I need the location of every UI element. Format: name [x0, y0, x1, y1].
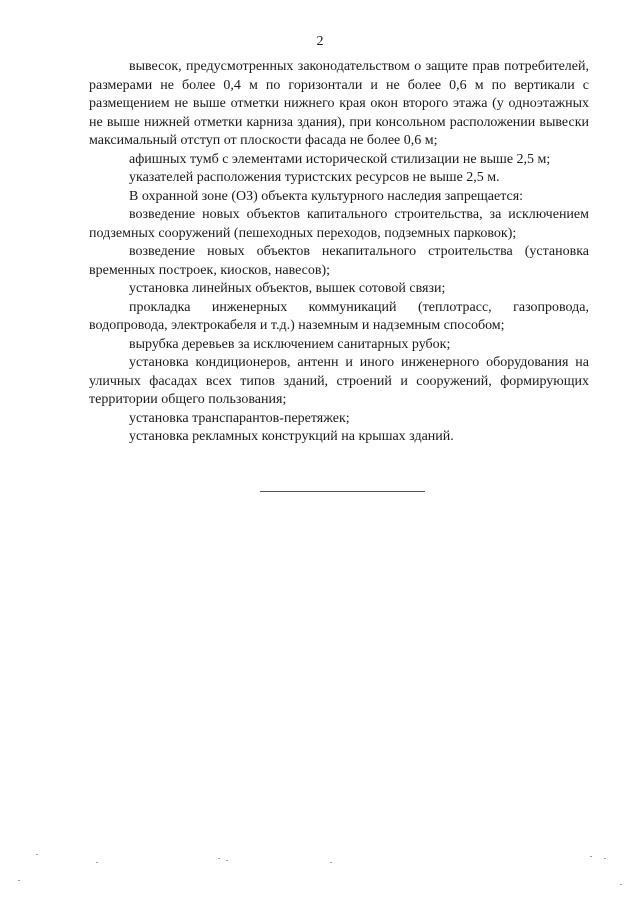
paragraph-facade-equipment: установка кондиционеров, антенн и иного инженерного оборудования на уличных фасадах всех типов зданий, строений и сооружений, формирующих территории общего пользования;: [89, 355, 589, 407]
paragraph-capital-construction: возведение новых объектов капитального строительства, за исключением подземных сооружений (пешеходных переходов, подземных парковок);: [89, 207, 589, 241]
scan-speck: [18, 880, 20, 881]
paragraph-tourist-signs: указателей расположения туристских ресурсов не выше 2,5 м.: [129, 170, 500, 185]
paragraph-poster-stands: афишных тумб с элементами исторической стилизации не выше 2,5 м;: [129, 151, 551, 167]
paragraph-protected-zone-heading: В охранной зоне (ОЗ) объекта культурного наследия запрещается:: [129, 188, 524, 204]
paragraph-banners: установка транспарантов-перетяжек;: [129, 410, 350, 426]
paragraph-signage: вывесок, предусмотренных законодательством о защите прав потребителей, размерами не более 0,4 м по горизонтали и не более 0,6 м по вертикали с размещением не выше отметки нижнего края окон второго этажа (у одноэтажных не выше нижней отметки карниза здания), при консольном расположении вывески максимальный отступ от плоскости фасада не более 0,6 м;: [89, 59, 589, 148]
document-body: [89, 58, 589, 447]
paragraph-temporary-construction: возведение новых объектов некапитального строительства (установка временных построек, киосков, навесов);: [89, 244, 589, 278]
scan-speck: [36, 854, 38, 855]
end-separator-line: [260, 491, 425, 492]
paragraph-tree-felling: вырубка деревьев за исключением санитарных рубок;: [129, 336, 451, 352]
scan-speck: [620, 884, 622, 885]
scan-speck: [330, 862, 332, 863]
paragraph-roof-ads: установка рекламных конструкций на крышах зданий.: [129, 429, 454, 444]
scan-speck: [226, 860, 228, 861]
paragraph-linear-objects: установка линейных объектов, вышек сотовой связи;: [129, 281, 446, 296]
scan-speck: [218, 858, 220, 859]
scan-speck: [590, 856, 592, 857]
scan-speck: [96, 862, 98, 863]
page-number: 2: [316, 34, 324, 49]
scan-speck: [604, 858, 606, 859]
paragraph-utilities: прокладка инженерных коммуникаций (теплотрасс, газопровода, водопровода, электрокабеля и т.д.) наземным и надземным способом;: [89, 299, 589, 333]
